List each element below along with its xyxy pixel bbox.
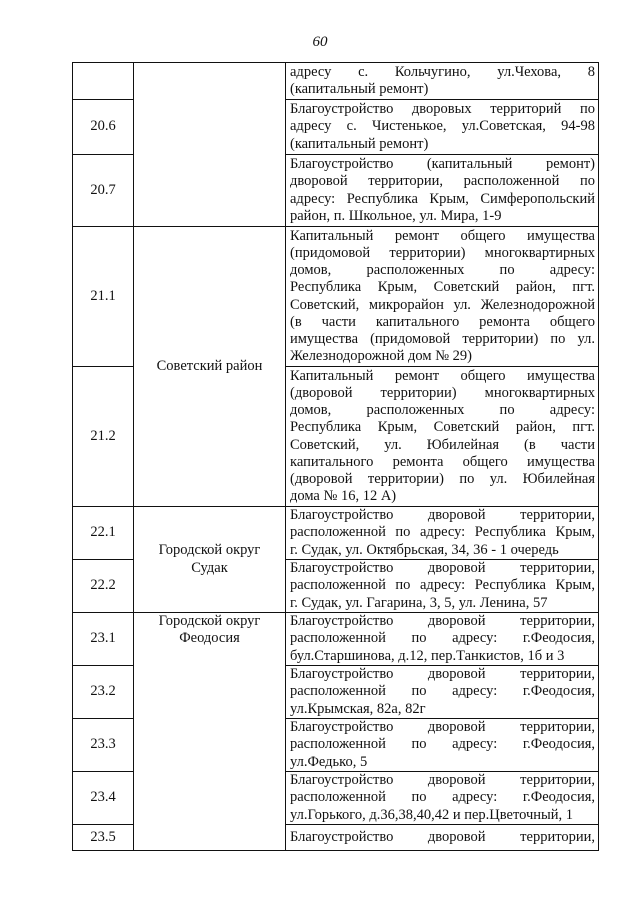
- description-line: ул.Крымская, 82а, 82г: [290, 700, 426, 717]
- description-line: имущества (придомовой территории) по ул.: [290, 330, 595, 347]
- row-number: 20.7: [73, 155, 134, 227]
- description-line: Благоустройство дворовых территорий по: [290, 101, 595, 118]
- row-description: [286, 227, 599, 367]
- description-line: Республика Крым, Советский район, пгт.: [290, 279, 595, 296]
- projects-table: [72, 62, 599, 851]
- row-number: 23.5: [73, 825, 134, 851]
- description-line: (капитальный ремонт): [290, 81, 429, 97]
- description-line: домов, расположенных по адресу:: [290, 402, 595, 419]
- district-label: Судак: [191, 559, 228, 576]
- row-description: [286, 155, 599, 227]
- row-number: 23.4: [73, 772, 134, 825]
- description-line: Благоустройство дворовой территории,: [290, 613, 595, 630]
- district-cell-feodosia: [134, 613, 286, 851]
- description-line: г. Судак, ул. Октябрьская, 34, 36 - 1 очередь: [290, 541, 559, 558]
- description-line: Капитальный ремонт общего имущества: [290, 368, 595, 385]
- description-line: дома № 16, 12 А): [290, 487, 397, 504]
- district-label: Феодосия: [179, 630, 240, 647]
- row-description: [286, 100, 599, 155]
- description-line: расположенной по адресу: г.Феодосия,: [290, 789, 595, 806]
- description-line: Капитальный ремонт общего имущества: [290, 228, 595, 245]
- description-line: Благоустройство дворовой территории,: [290, 719, 595, 736]
- description-line: расположенной по адресу: г.Феодосия,: [290, 736, 595, 753]
- table-row: [73, 63, 599, 100]
- row-number: 23.1: [73, 613, 134, 666]
- description-line: (в части капитального ремонта общего: [290, 313, 595, 330]
- description-line: Благоустройство дворовой территории,: [290, 772, 595, 789]
- row-number: 21.1: [73, 227, 134, 367]
- description-line: Благоустройство дворовой территории,: [290, 507, 595, 524]
- district-label: Городской округ: [158, 542, 261, 559]
- description-line: г. Судак, ул. Гагарина, 3, 5, ул. Ленина, 57: [290, 594, 548, 611]
- district-label: Советский район: [156, 357, 263, 374]
- description-line: Благоустройство (капитальный ремонт): [290, 156, 595, 173]
- description-line: (дворовой территории) многоквартирных: [290, 385, 595, 402]
- description-line: дворовой территории, расположенной по: [290, 173, 595, 190]
- description-line: (дворовой территории) по ул. Юбилейная: [290, 470, 595, 487]
- row-number: 23.2: [73, 666, 134, 719]
- row-description: [286, 613, 599, 666]
- row-number: [73, 63, 134, 100]
- row-number: 21.2: [73, 367, 134, 507]
- description-line: Железнодорожной дом № 29): [290, 347, 472, 364]
- description-line: район, п. Школьное, ул. Мира, 1-9: [290, 207, 502, 224]
- district-label: Городской округ: [158, 613, 261, 629]
- district-cell-sovetsky: [134, 227, 286, 507]
- row-description: [286, 719, 599, 772]
- description-line: ул.Горького, д.36,38,40,42 и пер.Цветочный, 1: [290, 806, 574, 823]
- description-line: Республика Крым, Советский район, пгт.: [290, 419, 595, 436]
- description-line: адресу: Республика Крым, Симферопольский: [290, 190, 595, 207]
- description-line: расположенной по адресу: Республика Крым,: [290, 524, 595, 541]
- table-row: [73, 507, 599, 560]
- description-line: Благоустройство дворовой территории,: [290, 666, 595, 683]
- description-line: бул.Старшинова, д.12, пер.Танкистов, 1б и 3: [290, 647, 565, 664]
- row-description: [286, 825, 599, 851]
- description-line: домов, расположенных по адресу:: [290, 262, 595, 279]
- row-description: [286, 63, 599, 100]
- description-line: Советский, микрорайон ул. Железнодорожной: [290, 296, 595, 313]
- row-description: [286, 367, 599, 507]
- description-line: адресу с. Чистенькое, ул.Советская, 94-98: [290, 118, 595, 135]
- row-number: 22.2: [73, 560, 134, 613]
- row-description: [286, 772, 599, 825]
- page-number: 60: [312, 34, 328, 50]
- row-number: 23.3: [73, 719, 134, 772]
- description-line: расположенной по адресу: г.Феодосия,: [290, 683, 595, 700]
- table-row: [73, 227, 599, 367]
- description-line: адресу с. Кольчугино, ул.Чехова, 8: [290, 63, 595, 80]
- row-number: 20.6: [73, 100, 134, 155]
- row-description: [286, 666, 599, 719]
- description-line: капитального ремонта общего имущества: [290, 453, 595, 470]
- description-line: (придомовой территории) многоквартирных: [290, 245, 595, 262]
- description-line: Благоустройство дворовой территории,: [290, 560, 595, 577]
- table-row: [73, 613, 599, 666]
- district-cell-continuation: [134, 63, 286, 227]
- description-line: Благоустройство дворовой территории,: [290, 828, 595, 845]
- row-description: [286, 507, 599, 560]
- row-description: [286, 560, 599, 613]
- description-line: (капитальный ремонт): [290, 135, 429, 152]
- description-line: Советский, ул. Юбилейная (в части: [290, 436, 595, 453]
- district-cell-sudak: [134, 507, 286, 613]
- description-line: расположенной по адресу: Республика Крым,: [290, 577, 595, 594]
- row-number: 22.1: [73, 507, 134, 560]
- description-line: ул.Федько, 5: [290, 753, 368, 770]
- description-line: расположенной по адресу: г.Феодосия,: [290, 630, 595, 647]
